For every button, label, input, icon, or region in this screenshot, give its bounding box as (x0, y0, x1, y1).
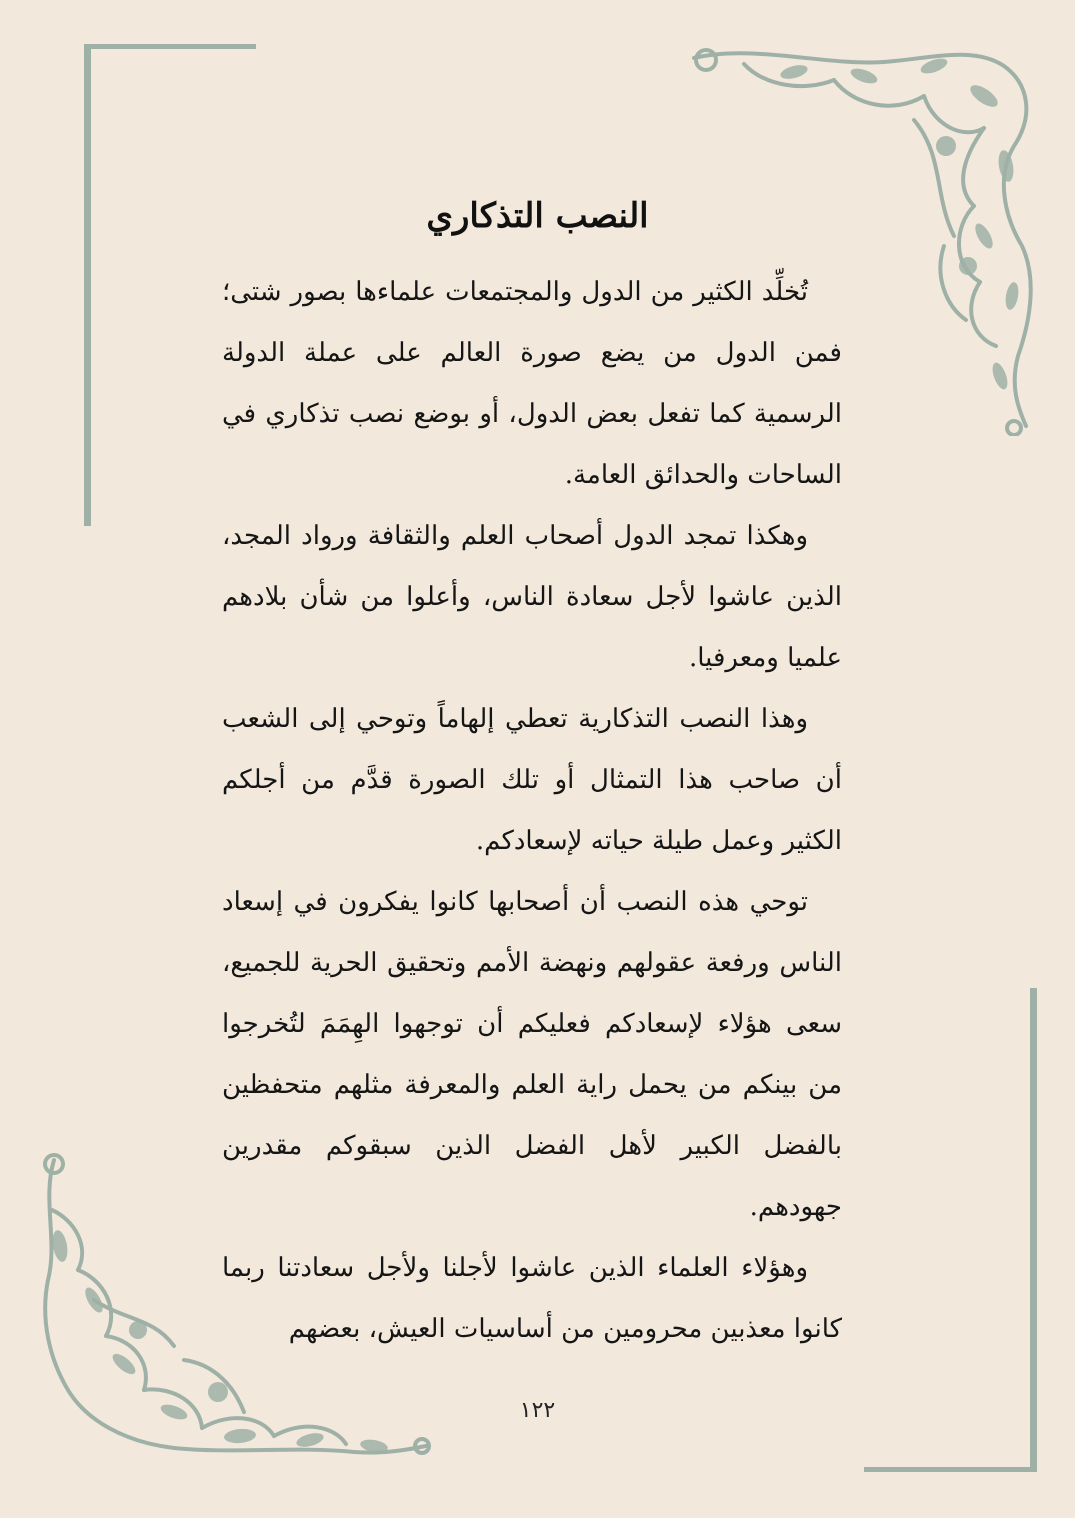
page-title: النصب التذكاري (426, 196, 649, 236)
frame-top-left-vertical (84, 44, 91, 526)
page-number: ١٢٢ (519, 1398, 556, 1423)
paragraph: تُخلِّد الكثير من الدول والمجتمعات علماءها بصور شتى؛ فمن الدول من يضع صورة العالم على عملة الدولة الرسمية كما تفعل بعض الدول، أو بوضع نصب تذكاري في الساحات والحدائق العامة. (222, 277, 842, 490)
body-text (222, 262, 842, 1360)
frame-top-left-horizontal (84, 44, 256, 49)
paragraph: توحي هذه النصب أن أصحابها كانوا يفكرون في إسعاد الناس ورفعة عقولهم ونهضة الأمم وتحقيق الحرية للجميع، سعى هؤلاء لإسعادكم فعليكم أن توجهوا الهِمَمَ لتُخرجوا من بينكم من يحمل راية العلم والمعرفة مثلهم متحفظين بالفضل الكبير لأهل الفضل الذين سبقوكم مقدرين جهودهم. (222, 887, 842, 1222)
frame-bottom-right-horizontal (864, 1467, 1037, 1472)
paragraph: وهكذا تمجد الدول أصحاب العلم والثقافة ورواد المجد، الذين عاشوا لأجل سعادة الناس، وأعلوا من شأن بلادهم علميا ومعرفيا. (222, 521, 842, 673)
paragraph: وهذا النصب التذكارية تعطي إلهاماً وتوحي إلى الشعب أن صاحب هذا التمثال أو تلك الصورة قدَّم من أجلكم الكثير وعمل طيلة حياته لإسعادكم. (222, 704, 842, 856)
paragraph: وهؤلاء العلماء الذين عاشوا لأجلنا ولأجل سعادتنا ربما كانوا معذبين محرومين من أساسيات العيش، بعضهم (222, 1253, 842, 1344)
